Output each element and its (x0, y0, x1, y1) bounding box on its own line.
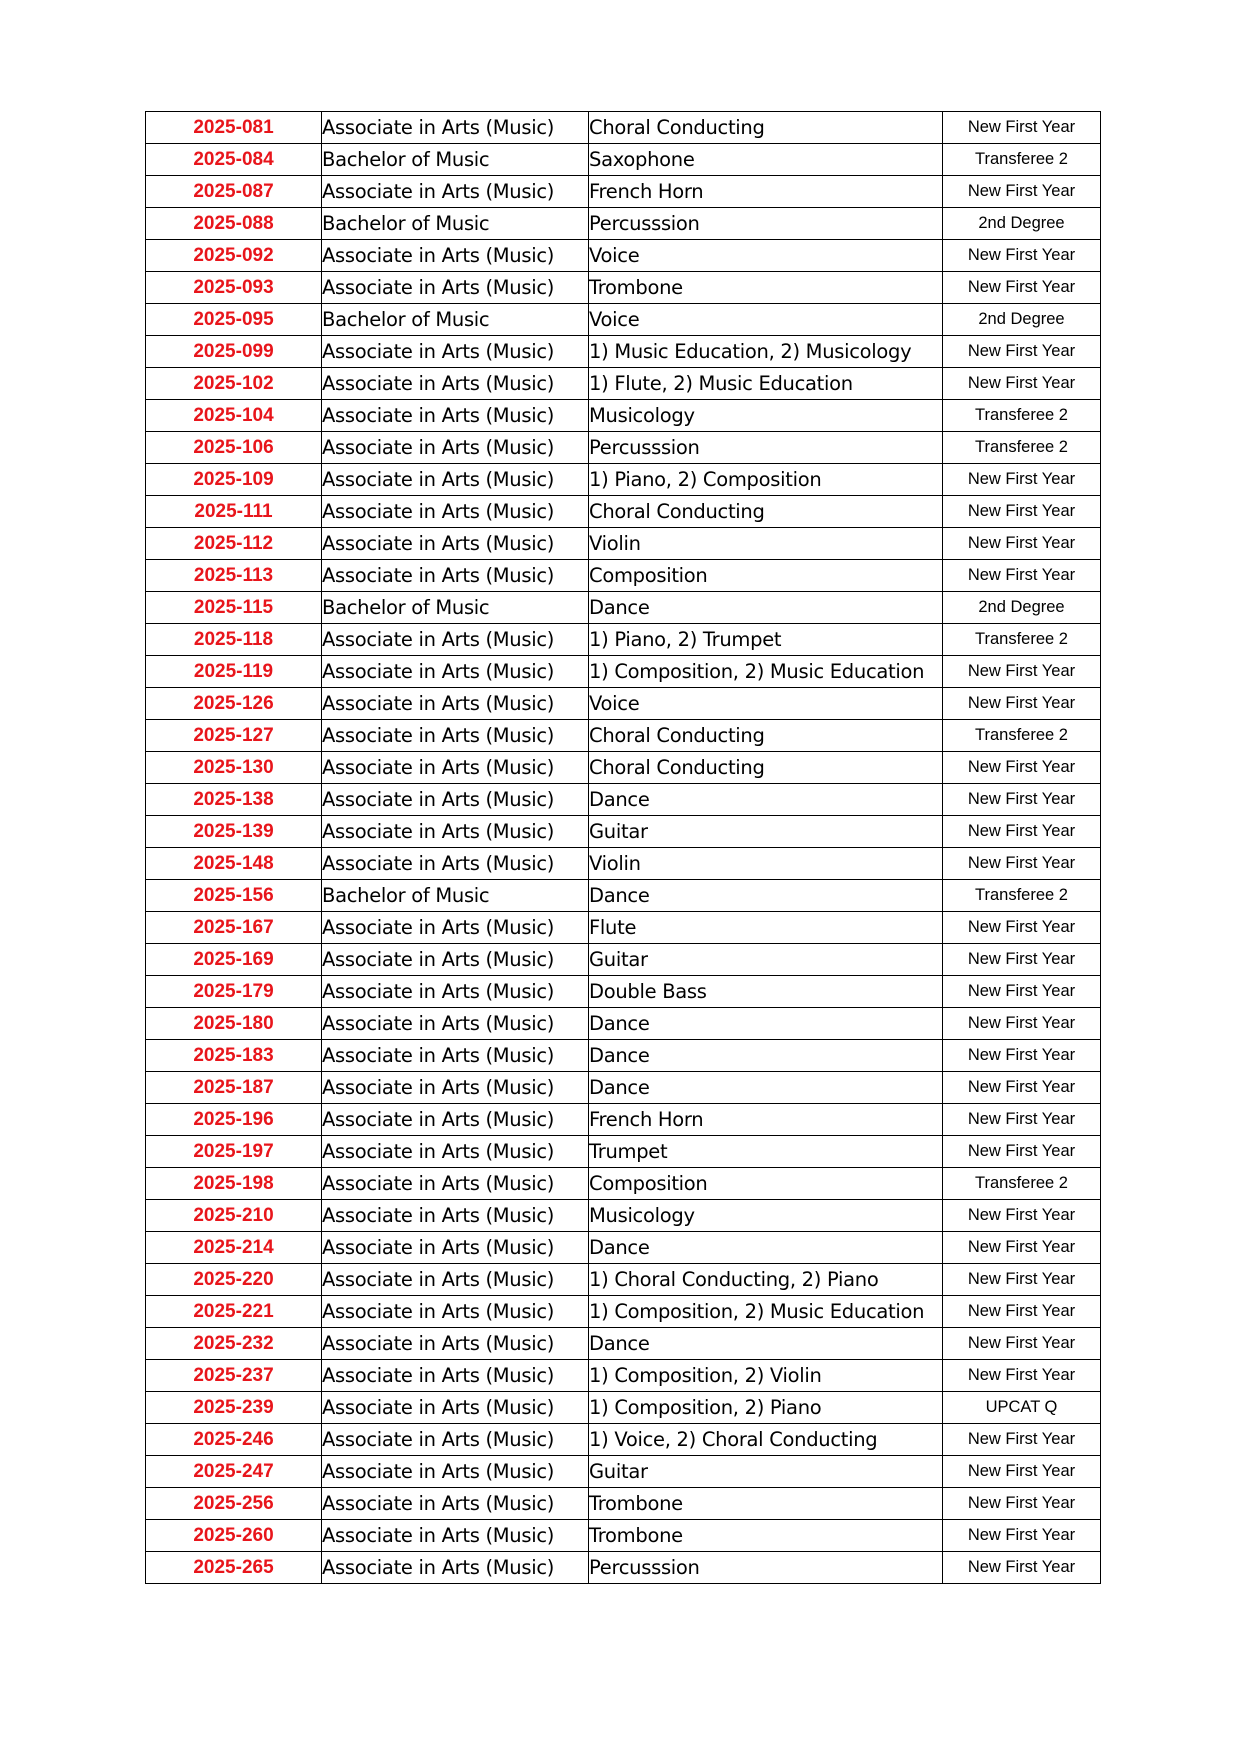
major-cell: Trombone (589, 1520, 943, 1552)
applicant-id-cell: 2025-196 (146, 1104, 322, 1136)
category-cell: New First Year (943, 464, 1101, 496)
applicant-id-cell: 2025-214 (146, 1232, 322, 1264)
applicant-id-cell: 2025-126 (146, 688, 322, 720)
major-cell: French Horn (589, 176, 943, 208)
major-cell: Dance (589, 784, 943, 816)
program-cell: Associate in Arts (Music) (322, 240, 589, 272)
major-cell: Voice (589, 304, 943, 336)
applicant-id-cell: 2025-092 (146, 240, 322, 272)
program-cell: Associate in Arts (Music) (322, 1360, 589, 1392)
program-cell: Associate in Arts (Music) (322, 528, 589, 560)
table-row (146, 1232, 1101, 1264)
program-cell: Bachelor of Music (322, 592, 589, 624)
major-cell: Choral Conducting (589, 496, 943, 528)
category-cell: New First Year (943, 1072, 1101, 1104)
category-cell: New First Year (943, 496, 1101, 528)
program-cell: Bachelor of Music (322, 880, 589, 912)
category-cell: Transferee 2 (943, 880, 1101, 912)
major-cell: Trumpet (589, 1136, 943, 1168)
program-cell: Associate in Arts (Music) (322, 1136, 589, 1168)
table-row (146, 560, 1101, 592)
major-cell: Trombone (589, 272, 943, 304)
program-cell: Associate in Arts (Music) (322, 368, 589, 400)
table-row (146, 176, 1101, 208)
applicant-id-cell: 2025-237 (146, 1360, 322, 1392)
category-cell: New First Year (943, 848, 1101, 880)
applicant-id-cell: 2025-187 (146, 1072, 322, 1104)
table-row (146, 784, 1101, 816)
program-cell: Associate in Arts (Music) (322, 1264, 589, 1296)
table-row (146, 1040, 1101, 1072)
major-cell: Musicology (589, 1200, 943, 1232)
table-row (146, 1328, 1101, 1360)
table-row (146, 688, 1101, 720)
table-row (146, 1296, 1101, 1328)
program-cell: Associate in Arts (Music) (322, 688, 589, 720)
category-cell: New First Year (943, 912, 1101, 944)
table-row (146, 720, 1101, 752)
major-cell: Flute (589, 912, 943, 944)
major-cell: 1) Composition, 2) Music Education (589, 656, 943, 688)
table-row (146, 1200, 1101, 1232)
major-cell: Guitar (589, 1456, 943, 1488)
table-row (146, 1360, 1101, 1392)
applicant-id-cell: 2025-119 (146, 656, 322, 688)
category-cell: 2nd Degree (943, 592, 1101, 624)
category-cell: New First Year (943, 944, 1101, 976)
applicant-id-cell: 2025-084 (146, 144, 322, 176)
category-cell: New First Year (943, 1328, 1101, 1360)
major-cell: Dance (589, 1232, 943, 1264)
program-cell: Associate in Arts (Music) (322, 1456, 589, 1488)
major-cell: Choral Conducting (589, 112, 943, 144)
category-cell: 2nd Degree (943, 304, 1101, 336)
category-cell: 2nd Degree (943, 208, 1101, 240)
table-row (146, 592, 1101, 624)
category-cell: New First Year (943, 1040, 1101, 1072)
applicant-id-cell: 2025-106 (146, 432, 322, 464)
table-row (146, 496, 1101, 528)
major-cell: Dance (589, 1040, 943, 1072)
applicant-id-cell: 2025-095 (146, 304, 322, 336)
program-cell: Associate in Arts (Music) (322, 112, 589, 144)
category-cell: New First Year (943, 240, 1101, 272)
major-cell: Percusssion (589, 1552, 943, 1584)
applicant-id-cell: 2025-081 (146, 112, 322, 144)
applicant-id-cell: 2025-088 (146, 208, 322, 240)
applicant-id-cell: 2025-247 (146, 1456, 322, 1488)
major-cell: Dance (589, 1328, 943, 1360)
category-cell: New First Year (943, 336, 1101, 368)
table-row (146, 1104, 1101, 1136)
major-cell: 1) Choral Conducting, 2) Piano (589, 1264, 943, 1296)
table-row (146, 1392, 1101, 1424)
major-cell: Percusssion (589, 432, 943, 464)
category-cell: New First Year (943, 1104, 1101, 1136)
applicant-id-cell: 2025-127 (146, 720, 322, 752)
applicant-id-cell: 2025-169 (146, 944, 322, 976)
table-row (146, 208, 1101, 240)
applicant-id-cell: 2025-232 (146, 1328, 322, 1360)
category-cell: New First Year (943, 1456, 1101, 1488)
category-cell: New First Year (943, 1520, 1101, 1552)
table-row (146, 528, 1101, 560)
applicant-id-cell: 2025-156 (146, 880, 322, 912)
table-row (146, 912, 1101, 944)
program-cell: Associate in Arts (Music) (322, 1008, 589, 1040)
program-cell: Associate in Arts (Music) (322, 1552, 589, 1584)
table-row (146, 144, 1101, 176)
applicant-id-cell: 2025-167 (146, 912, 322, 944)
table-row (146, 272, 1101, 304)
program-cell: Associate in Arts (Music) (322, 1168, 589, 1200)
applicant-id-cell: 2025-239 (146, 1392, 322, 1424)
table-row (146, 976, 1101, 1008)
major-cell: 1) Composition, 2) Violin (589, 1360, 943, 1392)
category-cell: New First Year (943, 1552, 1101, 1584)
table-row (146, 1168, 1101, 1200)
category-cell: New First Year (943, 1200, 1101, 1232)
major-cell: Trombone (589, 1488, 943, 1520)
program-cell: Associate in Arts (Music) (322, 176, 589, 208)
program-cell: Associate in Arts (Music) (322, 1072, 589, 1104)
applicant-id-cell: 2025-112 (146, 528, 322, 560)
program-cell: Associate in Arts (Music) (322, 464, 589, 496)
category-cell: New First Year (943, 752, 1101, 784)
table-row (146, 304, 1101, 336)
table-row (146, 464, 1101, 496)
major-cell: Musicology (589, 400, 943, 432)
category-cell: New First Year (943, 1264, 1101, 1296)
major-cell: Guitar (589, 816, 943, 848)
applicant-id-cell: 2025-198 (146, 1168, 322, 1200)
major-cell: Voice (589, 688, 943, 720)
program-cell: Associate in Arts (Music) (322, 976, 589, 1008)
table-row (146, 880, 1101, 912)
table-row (146, 1552, 1101, 1584)
major-cell: Violin (589, 528, 943, 560)
category-cell: Transferee 2 (943, 720, 1101, 752)
program-cell: Associate in Arts (Music) (322, 1232, 589, 1264)
table-row (146, 944, 1101, 976)
table-row (146, 656, 1101, 688)
program-cell: Associate in Arts (Music) (322, 1328, 589, 1360)
major-cell: 1) Flute, 2) Music Education (589, 368, 943, 400)
table-row (146, 1136, 1101, 1168)
program-cell: Associate in Arts (Music) (322, 496, 589, 528)
table-row (146, 752, 1101, 784)
category-cell: New First Year (943, 1232, 1101, 1264)
program-cell: Associate in Arts (Music) (322, 656, 589, 688)
major-cell: Violin (589, 848, 943, 880)
applicant-id-cell: 2025-256 (146, 1488, 322, 1520)
applicant-id-cell: 2025-139 (146, 816, 322, 848)
category-cell: Transferee 2 (943, 144, 1101, 176)
program-cell: Associate in Arts (Music) (322, 1424, 589, 1456)
category-cell: Transferee 2 (943, 432, 1101, 464)
category-cell: New First Year (943, 784, 1101, 816)
major-cell: 1) Composition, 2) Music Education (589, 1296, 943, 1328)
major-cell: 1) Composition, 2) Piano (589, 1392, 943, 1424)
program-cell: Associate in Arts (Music) (322, 1520, 589, 1552)
major-cell: Composition (589, 560, 943, 592)
category-cell: New First Year (943, 1424, 1101, 1456)
table-row (146, 1072, 1101, 1104)
applicant-id-cell: 2025-115 (146, 592, 322, 624)
category-cell: New First Year (943, 1296, 1101, 1328)
program-cell: Associate in Arts (Music) (322, 752, 589, 784)
category-cell: New First Year (943, 176, 1101, 208)
program-cell: Associate in Arts (Music) (322, 432, 589, 464)
major-cell: Dance (589, 1072, 943, 1104)
applicant-id-cell: 2025-093 (146, 272, 322, 304)
category-cell: New First Year (943, 272, 1101, 304)
category-cell: New First Year (943, 112, 1101, 144)
table-row (146, 400, 1101, 432)
applicant-id-cell: 2025-260 (146, 1520, 322, 1552)
applicant-id-cell: 2025-210 (146, 1200, 322, 1232)
table-row (146, 624, 1101, 656)
major-cell: Dance (589, 880, 943, 912)
program-cell: Associate in Arts (Music) (322, 784, 589, 816)
major-cell: French Horn (589, 1104, 943, 1136)
program-cell: Associate in Arts (Music) (322, 1200, 589, 1232)
category-cell: New First Year (943, 1488, 1101, 1520)
applicant-id-cell: 2025-148 (146, 848, 322, 880)
major-cell: Guitar (589, 944, 943, 976)
table-row (146, 816, 1101, 848)
applicant-id-cell: 2025-183 (146, 1040, 322, 1072)
program-cell: Associate in Arts (Music) (322, 1392, 589, 1424)
program-cell: Associate in Arts (Music) (322, 1040, 589, 1072)
major-cell: Dance (589, 1008, 943, 1040)
major-cell: 1) Piano, 2) Composition (589, 464, 943, 496)
table-row (146, 1520, 1101, 1552)
major-cell: 1) Voice, 2) Choral Conducting (589, 1424, 943, 1456)
table-row (146, 1008, 1101, 1040)
program-cell: Associate in Arts (Music) (322, 1104, 589, 1136)
table-row (146, 848, 1101, 880)
applicant-id-cell: 2025-138 (146, 784, 322, 816)
table-row (146, 1456, 1101, 1488)
table-row (146, 336, 1101, 368)
major-cell: 1) Piano, 2) Trumpet (589, 624, 943, 656)
program-cell: Associate in Arts (Music) (322, 720, 589, 752)
results-table-body (146, 112, 1101, 1584)
applicant-id-cell: 2025-180 (146, 1008, 322, 1040)
program-cell: Associate in Arts (Music) (322, 816, 589, 848)
applicant-id-cell: 2025-113 (146, 560, 322, 592)
applicant-id-cell: 2025-102 (146, 368, 322, 400)
program-cell: Bachelor of Music (322, 208, 589, 240)
applicant-id-cell: 2025-099 (146, 336, 322, 368)
category-cell: New First Year (943, 816, 1101, 848)
program-cell: Associate in Arts (Music) (322, 1296, 589, 1328)
category-cell: Transferee 2 (943, 1168, 1101, 1200)
applicant-id-cell: 2025-118 (146, 624, 322, 656)
category-cell: New First Year (943, 656, 1101, 688)
major-cell: Percusssion (589, 208, 943, 240)
applicant-id-cell: 2025-265 (146, 1552, 322, 1584)
results-table (145, 111, 1101, 1584)
program-cell: Associate in Arts (Music) (322, 336, 589, 368)
table-row (146, 240, 1101, 272)
program-cell: Associate in Arts (Music) (322, 400, 589, 432)
applicant-id-cell: 2025-109 (146, 464, 322, 496)
category-cell: New First Year (943, 1008, 1101, 1040)
applicant-id-cell: 2025-221 (146, 1296, 322, 1328)
applicant-id-cell: 2025-111 (146, 496, 322, 528)
program-cell: Associate in Arts (Music) (322, 624, 589, 656)
program-cell: Bachelor of Music (322, 144, 589, 176)
table-row (146, 432, 1101, 464)
program-cell: Associate in Arts (Music) (322, 272, 589, 304)
major-cell: Choral Conducting (589, 720, 943, 752)
category-cell: New First Year (943, 528, 1101, 560)
major-cell: Voice (589, 240, 943, 272)
major-cell: Choral Conducting (589, 752, 943, 784)
category-cell: New First Year (943, 1136, 1101, 1168)
applicant-id-cell: 2025-130 (146, 752, 322, 784)
category-cell: New First Year (943, 368, 1101, 400)
category-cell: New First Year (943, 688, 1101, 720)
category-cell: New First Year (943, 1360, 1101, 1392)
program-cell: Bachelor of Music (322, 304, 589, 336)
applicant-id-cell: 2025-220 (146, 1264, 322, 1296)
program-cell: Associate in Arts (Music) (322, 912, 589, 944)
table-row (146, 1488, 1101, 1520)
table-row (146, 1424, 1101, 1456)
program-cell: Associate in Arts (Music) (322, 1488, 589, 1520)
major-cell: 1) Music Education, 2) Musicology (589, 336, 943, 368)
category-cell: Transferee 2 (943, 400, 1101, 432)
major-cell: Dance (589, 592, 943, 624)
applicant-id-cell: 2025-246 (146, 1424, 322, 1456)
table-row (146, 112, 1101, 144)
program-cell: Associate in Arts (Music) (322, 944, 589, 976)
applicant-id-cell: 2025-104 (146, 400, 322, 432)
applicant-id-cell: 2025-087 (146, 176, 322, 208)
table-row (146, 1264, 1101, 1296)
major-cell: Saxophone (589, 144, 943, 176)
category-cell: Transferee 2 (943, 624, 1101, 656)
table-row (146, 368, 1101, 400)
applicant-id-cell: 2025-197 (146, 1136, 322, 1168)
major-cell: Composition (589, 1168, 943, 1200)
category-cell: UPCAT Q (943, 1392, 1101, 1424)
applicant-id-cell: 2025-179 (146, 976, 322, 1008)
category-cell: New First Year (943, 560, 1101, 592)
program-cell: Associate in Arts (Music) (322, 848, 589, 880)
program-cell: Associate in Arts (Music) (322, 560, 589, 592)
category-cell: New First Year (943, 976, 1101, 1008)
major-cell: Double Bass (589, 976, 943, 1008)
